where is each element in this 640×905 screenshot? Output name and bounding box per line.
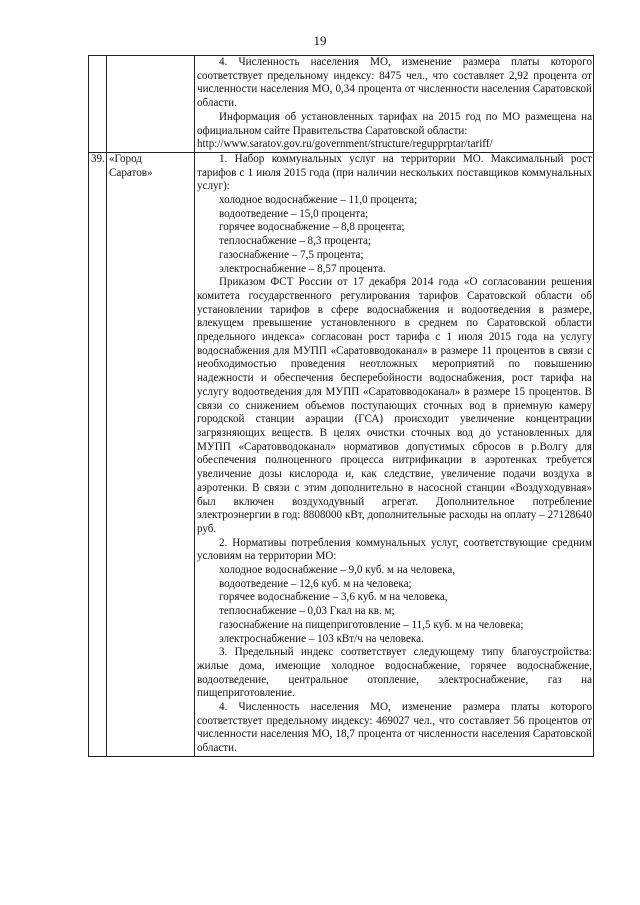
- norm-list-item: холодное водоснабжение – 9,0 куб. м на человека,: [219, 564, 456, 577]
- municipality-name-cell: [107, 152, 195, 756]
- tariff-list-item: электроснабжение – 8,57 процента.: [219, 262, 386, 275]
- row-content-cell: [195, 56, 594, 153]
- tariff-list-item: теплоснабжение – 8,3 процента;: [219, 235, 372, 248]
- index-paragraph: 3. Предельный индекс соответствует следующему типу благоустройства: жилые дома, имеющие холодное водоснабжение, горячее водоснабжение, водоотведение, центральное отопление, электроснабжение, газ на пищеприготовление.: [197, 646, 592, 700]
- norm-list-item: водоотведение – 12,6 куб. м на человека;: [219, 577, 412, 590]
- tariff-info-url[interactable]: http://www.saratov.gov.ru/government/structure/regupprptar/tariff/: [197, 138, 493, 151]
- population-paragraph: 4. Численность населения МО, изменение размера платы которого соответствует предельному индексу: 8475 чел., что составляет 2,92 процента от численности населения МО, 0,34 процента от численности населения Саратовской области.: [197, 56, 592, 110]
- municipality-name-line: Саратов»: [109, 166, 153, 179]
- row-number: 39.: [91, 152, 105, 165]
- table-row: [89, 56, 594, 153]
- norm-list-item: газоснабжение на пищеприготовление – 11,5 куб. м на человека;: [219, 618, 524, 631]
- tariff-list-item: холодное водоснабжение – 11,0 процента;: [219, 194, 418, 207]
- norms-intro-paragraph: 2. Нормативы потребления коммунальных услуг, соответствующие средним условиям на территории МО:: [197, 536, 592, 563]
- municipality-name-line: «Город: [109, 152, 142, 165]
- norm-list-item: теплоснабжение – 0,03 Гкал на кв. м;: [219, 605, 395, 618]
- row-number-cell: [89, 56, 107, 153]
- norm-list-item: горячее водоснабжение – 3,6 куб. м на человека,: [219, 591, 448, 604]
- municipality-name-cell: [107, 56, 195, 153]
- order-paragraph: Приказом ФСТ России от 17 декабря 2014 года «О согласовании решения комитета государственного регулирования тарифов Саратовской области об установлении тарифов в сфере водоснабжения и водоотведения в размере, влекущем превышение установленного в среднем по Саратовской области предельного индекса» согласован рост тарифа с 1 июля 2015 года на услугу водоснабжения для МУПП «Саратовводоканал» в размере 11 процентов в связи с необходимостью проведения неотложных мероприятий по повышению надежности и обеспечения бесперебойности водоснабжения, рост тарифа на услугу водоотведения для МУПП «Саратовводоканал» в размере 15 процентов. В связи со снижением объемов поступающих сточных вод в приемную камеру городской станции аэрации (ГСА) происходит увеличение концентрации загрязняющих веществ. В целях очистки сточных вод до установленных для МУПП «Саратовводоканал» нормативов допустимых сбросов в р.Волгу для обеспечения полноценного процесса нитрификации в аэротенках требуется увеличение дозы кислорода и, как следствие, увеличение подачи воздуха в аэротенки. В связи с этим дополнительно в насосной станции «Воздуходувная» был включен воздуходувный агрегат. Дополнительное потребление электроэнергии в год: 8808000 кВт, дополнительные расходы на оплату – 27128640 руб.: [197, 276, 592, 535]
- row-content-cell: [195, 152, 594, 756]
- tariff-table: [88, 55, 594, 757]
- tariff-list-item: горячее водоснабжение – 8,8 процента;: [219, 221, 405, 234]
- row-number-cell: [89, 152, 107, 756]
- tariff-info-paragraph: Информация об установленных тарифах на 2015 год по МО размещена на официальном сайте Правительства Саратовской области:: [197, 110, 592, 137]
- tariff-list-item: газоснабжение – 7,5 процента;: [219, 248, 364, 261]
- page-number: 19: [313, 33, 327, 48]
- table-row: [89, 152, 594, 756]
- services-intro-paragraph: 1. Набор коммунальных услуг на территории МО. Максимальный рост тарифов с 1 июля 2015 года (при наличии нескольких поставщиков коммунальных услуг):: [197, 152, 592, 193]
- population-paragraph: 4. Численность населения МО, изменение размера платы которого соответствует предельному индексу: 469027 чел., что составляет 56 процентов от численности населения МО, 18,7 процента от численности населения Саратовской области.: [197, 701, 592, 755]
- tariff-list-item: водоотведение – 15,0 процента;: [219, 207, 369, 220]
- norm-list-item: электроснабжение – 103 кВт/ч на человека.: [219, 632, 424, 645]
